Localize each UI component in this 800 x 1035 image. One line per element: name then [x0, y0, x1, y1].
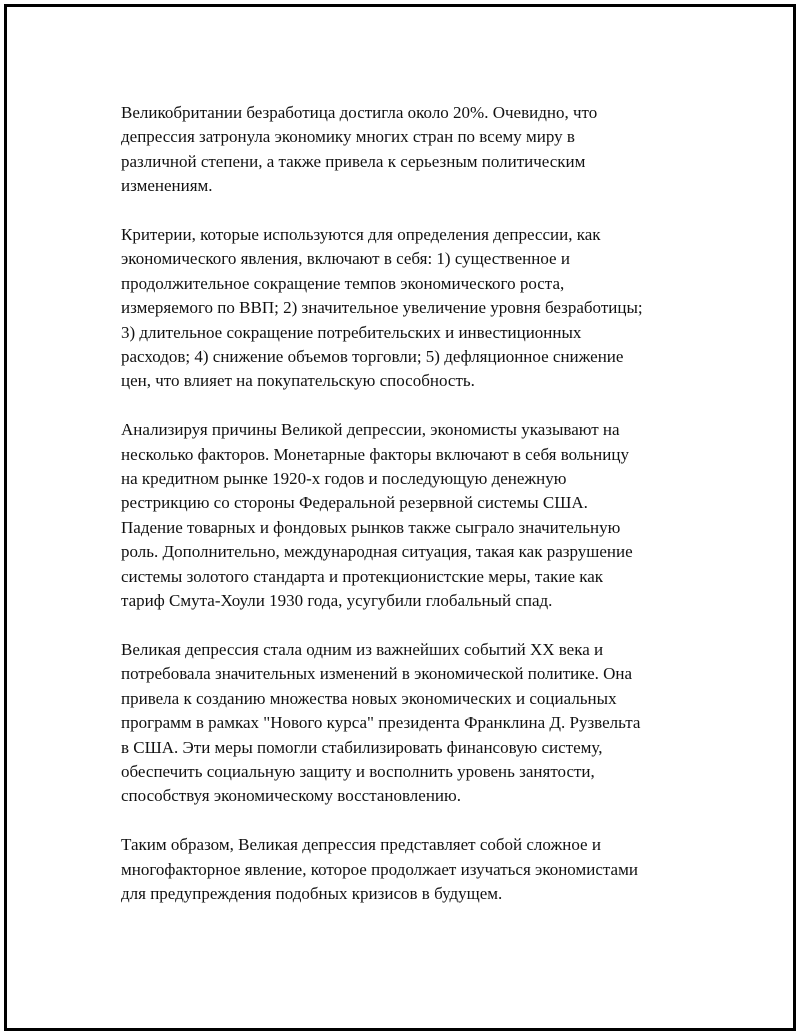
text-line: измеряемого по ВВП; 2) значительное увеличение уровня безработицы; [121, 298, 643, 318]
text-line: программ в рамках "Нового курса" президента Франклина Д. Рузвельта [121, 713, 641, 733]
text-line: Великая депрессия стала одним из важнейших событий XX века и [121, 639, 604, 659]
page-frame [4, 4, 796, 1031]
text-line: изменениям. [121, 176, 213, 196]
text-line: продолжительное сокращение темпов экономического роста, [121, 273, 565, 293]
document-body [121, 101, 693, 931]
text-line: Критерии, которые используются для определения депрессии, как [121, 225, 601, 245]
text-line: потребовала значительных изменений в экономической политике. Она [121, 664, 633, 684]
text-line: привела к созданию множества новых экономических и социальных [121, 688, 617, 708]
text-line: экономического явления, включают в себя: 1) существенное и [121, 249, 570, 269]
text-line: системы золотого стандарта и протекционистские меры, такие как [121, 566, 604, 586]
paragraph [121, 833, 693, 906]
text-line: Великобритании безработица достигла около 20%. Очевидно, что [121, 103, 598, 122]
text-line: многофакторное явление, которое продолжает изучаться экономистами [121, 859, 638, 879]
paragraph [121, 638, 693, 809]
text-line: в США. Эти меры помогли стабилизировать финансовую систему, [121, 737, 603, 757]
paragraph [121, 101, 693, 199]
text-line: рестрикцию со стороны Федеральной резервной системы США. [121, 493, 588, 513]
paragraph [121, 418, 693, 613]
text-line: расходов; 4) снижение объемов торговли; 5) дефляционное снижение [121, 347, 624, 367]
text-line: несколько факторов. Монетарные факторы включают в себя вольницу [121, 444, 629, 464]
text-line: Падение товарных и фондовых рынков также сыграло значительную [121, 517, 621, 537]
text-line: различной степени, а также привела к серьезным политическим [121, 151, 586, 171]
text-line: цен, что влияет на покупательскую способность. [121, 371, 475, 391]
text-line: роль. Дополнительно, международная ситуация, такая как разрушение [121, 542, 633, 562]
text-line: на кредитном рынке 1920-х годов и последующую денежную [121, 469, 567, 489]
text-line: способствуя экономическому восстановлению. [121, 786, 461, 806]
text-line: тариф Смута-Хоули 1930 года, усугубили глобальный спад. [121, 591, 553, 611]
text-line: депрессия затронула экономику многих стран по всему миру в [121, 127, 575, 147]
text-line: Таким образом, Великая депрессия представляет собой сложное и [121, 835, 601, 855]
text-line: для предупреждения подобных кризисов в будущем. [121, 883, 503, 903]
text-line: 3) длительное сокращение потребительских и инвестиционных [121, 322, 582, 342]
text-line: обеспечить социальную защиту и восполнить уровень занятости, [121, 761, 595, 781]
text-line: Анализируя причины Великой депрессии, экономисты указывают на [121, 420, 620, 440]
paragraph [121, 223, 693, 394]
